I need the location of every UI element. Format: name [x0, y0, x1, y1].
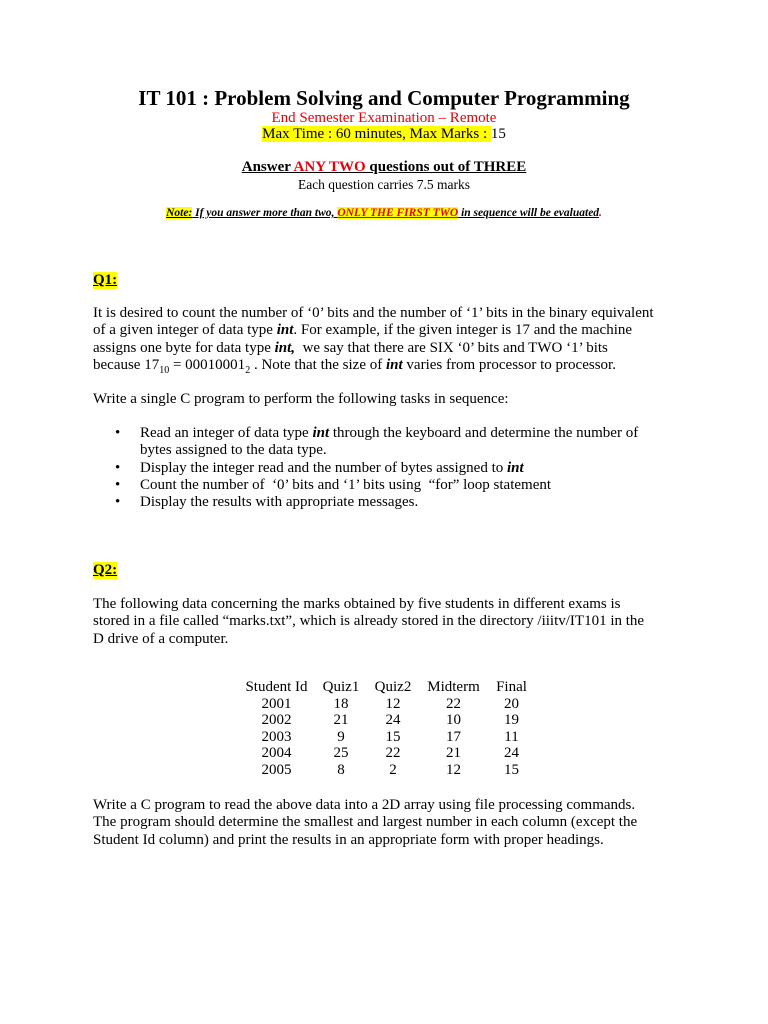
table-cell: 12	[446, 761, 461, 778]
note-tail: in sequence will be evaluated	[458, 207, 600, 219]
answer-pre: Answer	[241, 159, 294, 175]
note-text: If you answer more than two,	[192, 207, 338, 219]
table-cell: 21	[333, 712, 349, 728]
q2-task-line-2: The program should determine the smallest and largest number in each column (except the	[93, 814, 638, 831]
col-header-quiz2: Quiz2	[374, 679, 412, 695]
q1-task-1b: int	[312, 425, 330, 441]
table-cell: 12	[385, 695, 401, 712]
max-time-line	[0, 126, 768, 143]
q1-line-3b: int,	[274, 339, 296, 356]
table-cell: 20	[504, 695, 519, 712]
max-marks-value: 15	[490, 126, 506, 142]
q1-task-1	[115, 425, 675, 460]
q2-line-1: The following data concerning the marks obtained by five students in different exams is	[93, 596, 621, 612]
table-cell: 15	[385, 728, 401, 745]
q1-line-2a: of a given integer of data type	[93, 322, 277, 339]
table-cell: 22	[446, 695, 461, 712]
table-cell: 8	[337, 761, 345, 778]
note-label: Note:	[166, 207, 193, 219]
marks-per-question: Each question carries 7.5 marks	[297, 177, 471, 192]
col-header-midterm: Midterm	[427, 679, 480, 695]
table-row	[238, 745, 535, 762]
col-header-student-id: Student Id	[245, 679, 308, 695]
q1-task-list	[115, 425, 675, 511]
q1-task-2a: Display the integer read and the number of bytes assigned to	[140, 459, 507, 476]
q1-task-4	[115, 494, 675, 511]
bullet-icon: •	[115, 459, 121, 476]
q1-label: Q1:	[93, 272, 118, 288]
q1-line-4-sub1: 10	[159, 364, 170, 376]
q1-line-3a: assigns one byte for data type	[93, 339, 275, 356]
table-row	[238, 762, 535, 779]
q2-description	[93, 596, 668, 648]
max-time-text: Max Time : 60 minutes, Max Marks :	[262, 126, 491, 142]
bullet-icon: •	[115, 476, 121, 493]
table-cell: 2004	[261, 745, 292, 761]
table-cell: 2003	[261, 728, 292, 745]
table-cell: 11	[504, 728, 519, 745]
table-cell: 17	[446, 728, 461, 745]
evaluation-note	[0, 207, 768, 219]
table-cell: 2	[389, 761, 397, 778]
table-row	[238, 729, 535, 746]
q2-line-2: stored in a file called “marks.txt”, which is already stored in the directory /iiitv/IT101 in the	[93, 613, 645, 630]
q1-task-3-text: Count the number of ‘0’ bits and ‘1’ bits using “for” loop statement	[140, 476, 552, 493]
table-cell: 2005	[261, 761, 292, 778]
q1-task-2	[115, 460, 675, 477]
q1-task-3	[115, 477, 675, 494]
q1-description	[93, 305, 668, 379]
col-header-final: Final	[496, 679, 527, 695]
q1-line-4a: because 17	[93, 356, 160, 373]
table-cell: 24	[385, 712, 401, 728]
q2-task	[93, 797, 668, 849]
marks-table-header	[238, 679, 535, 696]
q1-task-1c: through the keyboard and determine the number of	[329, 425, 639, 441]
bullet-icon: •	[115, 494, 121, 511]
table-cell: 24	[504, 745, 519, 761]
q1-line-4	[93, 357, 668, 379]
q1-line-2	[93, 322, 668, 339]
table-cell: 21	[446, 745, 461, 761]
q1-task-1a: Read an integer of data type	[140, 425, 313, 441]
q2-label: Q2:	[93, 562, 118, 578]
q2-task-line-1: Write a C program to read the above data into a 2D array using file processing commands.	[93, 797, 636, 813]
table-cell: 15	[504, 761, 519, 778]
answer-post: questions out of THREE	[365, 159, 527, 175]
table-cell: 25	[333, 745, 349, 761]
q1-line-1: It is desired to count the number of ‘0’ bits and the number of ‘1’ bits in the binary equivalent	[93, 305, 654, 321]
q1-line-2c: . For example, if the given integer is 17 and the machine	[293, 322, 633, 339]
table-cell: 2002	[261, 712, 292, 728]
q1-task-4-text: Display the results with appropriate messages.	[140, 494, 419, 511]
exam-subtitle: End Semester Examination – Remote	[271, 110, 497, 126]
table-cell: 19	[504, 712, 519, 728]
table-row	[238, 712, 535, 729]
q1-line-4e: varies from processor to processor.	[402, 356, 616, 373]
table-cell: 22	[385, 745, 401, 761]
table-cell: 9	[337, 728, 345, 745]
q2-task-line-3: Student Id column) and print the results in an appropriate form with proper headings.	[93, 831, 604, 848]
q1-line-2b: int	[276, 322, 294, 339]
table-row	[238, 696, 535, 713]
note-highlight: ONLY THE FIRST TWO	[337, 207, 459, 219]
q1-line-4c: . Note that the size of	[250, 356, 386, 373]
q1-task-1d: bytes assigned to the data type.	[140, 442, 327, 459]
q1-line-4d: int	[385, 356, 403, 373]
bullet-icon: •	[115, 425, 121, 441]
q1-line-4b: = 00010001	[169, 356, 246, 373]
q1-line-3c: we say that there are SIX ‘0’ bits and TWO ‘1’ bits	[295, 339, 608, 356]
answer-highlight: ANY TWO	[293, 159, 366, 175]
marks-table	[238, 679, 535, 778]
q1-line-3	[93, 340, 668, 357]
q2-line-3: D drive of a computer.	[93, 630, 229, 647]
q1-line-4-sub2: 2	[245, 364, 251, 376]
table-cell: 18	[333, 695, 349, 712]
note-comma: .	[599, 207, 602, 219]
table-cell: 2001	[261, 695, 292, 712]
answer-instruction	[0, 159, 768, 176]
col-header-quiz1: Quiz1	[322, 679, 360, 695]
q1-task-intro: Write a single C program to perform the following tasks in sequence:	[93, 391, 509, 407]
exam-title: IT 101 : Problem Solving and Computer Programming	[138, 86, 630, 110]
table-cell: 10	[446, 712, 461, 728]
q1-task-2b: int	[506, 459, 524, 476]
